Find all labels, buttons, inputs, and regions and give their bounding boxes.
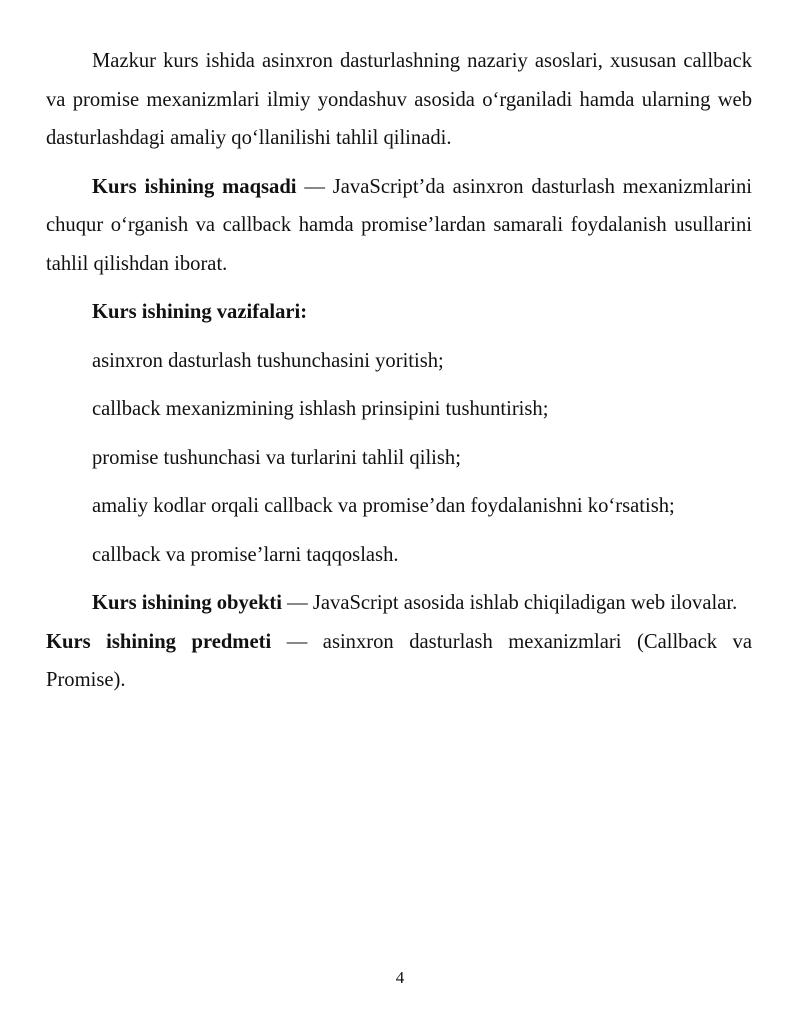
tasks-list: [46, 342, 752, 575]
list-item: amaliy kodlar orqali callback va promise’dan foydalanishni ko‘rsatish;: [92, 495, 675, 517]
intro-paragraph: Mazkur kurs ishida asinxron dasturlashning nazariy asoslari, xususan callback va promise mexanizmlari ilmiy yondashuv asosida o‘rganiladi hamda ularning web dasturlashdagi amaliy qo‘llanilishi tahlil qilinadi.: [46, 50, 752, 149]
goal-label: Kurs ishining maqsadi: [92, 175, 297, 198]
list-item: callback mexanizmining ishlash prinsipini tushuntirish;: [92, 398, 549, 420]
page-number: 4: [395, 968, 405, 987]
document-page: [46, 42, 752, 700]
object-text: — JavaScript asosida ishlab chiqiladigan web ilovalar.: [281, 592, 738, 614]
goal-paragraph: [46, 168, 752, 284]
tasks-heading: [46, 293, 752, 332]
object-paragraph: [46, 584, 752, 623]
list-item: promise tushunchasi va turlarini tahlil qilish;: [92, 446, 461, 469]
list-item: callback va promise’larni taqqoslash.: [92, 543, 399, 566]
subject-paragraph: [46, 623, 752, 700]
subject-text: — asinxron dasturlash mexanizmlari (Callback va Promise).: [46, 630, 752, 691]
goal-text: — JavaScript’da asinxron dasturlash mexanizmlarini chuqur o‘rganish va callback hamda promise’lardan samarali foydalanish usullarini tahlil qilishdan iborat.: [46, 175, 752, 275]
subject-label: Kurs ishining predmeti: [46, 630, 272, 653]
tasks-heading-label: Kurs ishining vazifalari:: [92, 301, 308, 323]
list-item: asinxron dasturlash tushunchasini yoritish;: [92, 349, 444, 372]
object-label: Kurs ishining obyekti: [92, 592, 282, 614]
